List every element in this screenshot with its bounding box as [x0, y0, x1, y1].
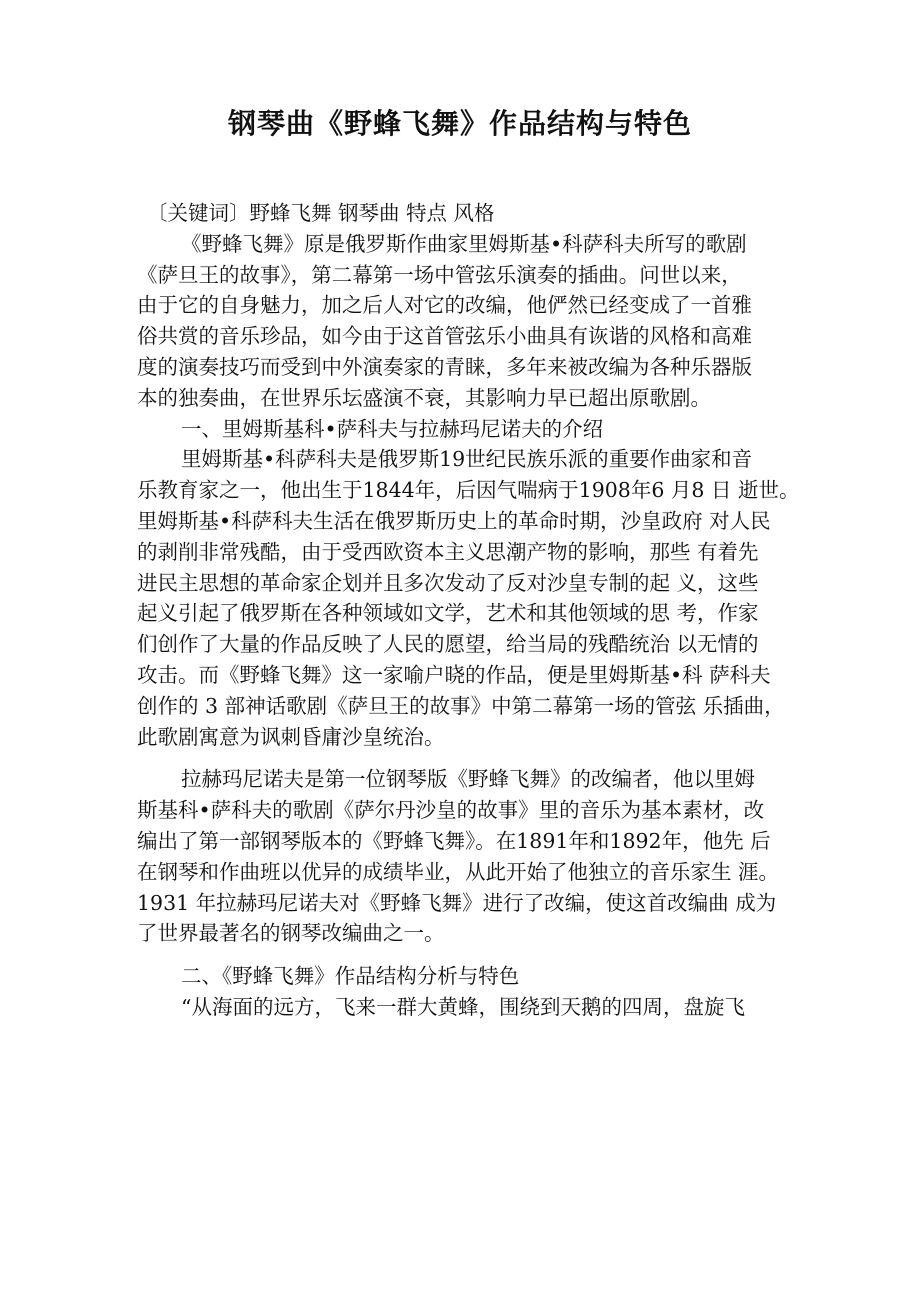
text-line: 由于它的自身魅力，加之后人对它的改编，他俨然已经变成了一首雅: [137, 293, 752, 318]
text-line: 在钢琴和作曲班以优异的成绩毕业，从此开始了他独立的音乐家生 涯。: [137, 859, 780, 884]
text-line: 度的演奏技巧而受到中外演奏家的青睐，多年来被改编为各种乐器版: [137, 354, 752, 379]
text-line: 起义引起了俄罗斯在各种领域如文学，艺术和其他领域的思 考，作家: [137, 601, 759, 626]
text-line: 斯基科•萨科夫的歌剧《萨尔丹沙皇的故事》里的音乐为基本素材，改: [137, 798, 765, 823]
text-line: 进民主思想的革命家企划并且多次发动了反对沙皇专制的起 义，这些: [137, 570, 759, 595]
text-line: 乐教育家之一，他出生于1844年，后因气喘病于1908年6 月8 日 逝世。: [137, 478, 800, 503]
text-line: 一、里姆斯基科•萨科夫与拉赫玛尼诺夫的介绍: [181, 416, 604, 441]
paragraph-heading-1: [137, 414, 797, 445]
document-title: 钢琴曲《野蜂飞舞》作品结构与特色: [227, 107, 692, 140]
paragraph-gap: [137, 752, 797, 764]
text-line: “从海面的远方，飞来一群大黄蜂，围绕到天鹅的四周，盘旋飞: [181, 994, 745, 1019]
text-line: 此歌剧寓意为讽刺昏庸沙皇统治。: [137, 724, 445, 749]
text-line: 了世界最著名的钢琴改编曲之一。: [137, 921, 445, 946]
paragraph-intro: [137, 229, 797, 414]
text-line: 拉赫玛尼诺夫是第一位钢琴版《野蜂飞舞》的改编者，他以里姆: [181, 767, 755, 792]
text-line: 〔关键词〕野蜂飞舞 钢琴曲 特点 风格: [147, 201, 495, 225]
text-line: 1931 年拉赫玛尼诺夫对《野蜂飞舞》进行了改编，使这首改编曲 成为: [137, 890, 777, 915]
text-line: 二、《野蜂飞舞》作品结构分析与特色: [181, 964, 520, 989]
text-line: 本的独奏曲，在世界乐坛盛演不衰，其影响力早已超出原歌剧。: [137, 385, 711, 410]
text-line: 俗共赏的音乐珍品，如今由于这首管弦乐小曲具有诙谐的风格和高难: [137, 324, 752, 349]
paragraph-gap: [137, 949, 797, 961]
text-line: 的剥削非常残酷，由于受西欧资本主义思潮产物的影响，那些 有着先: [137, 539, 759, 564]
text-line: 编出了第一部钢琴版本的《野蜂飞舞》。在1891年和1892年，他先 后: [137, 828, 771, 853]
text-line: 攻击。而《野蜂飞舞》这一家喻户晓的作品，便是里姆斯基•科 萨科夫: [137, 662, 771, 687]
text-line: 《野蜂飞舞》原是俄罗斯作曲家里姆斯基•科萨科夫所写的歌剧: [181, 231, 747, 256]
paragraph-rimsky: [137, 444, 800, 752]
text-line: 创作的 3 部神话歌剧《萨旦王的故事》中第二幕第一场的管弦 乐插曲，: [137, 693, 785, 718]
paragraph-keywords: [137, 198, 797, 229]
document-body: [137, 198, 800, 1023]
paragraph-rachmaninoff: [137, 764, 797, 949]
paragraph-quote: [137, 992, 797, 1023]
paragraph-heading-2: [137, 961, 797, 992]
text-line: 里姆斯基•科萨科夫是俄罗斯19世纪民族乐派的重要作曲家和音: [181, 447, 753, 472]
text-line: 们创作了大量的作品反映了人民的愿望，给当局的残酷统治 以无情的: [137, 632, 759, 657]
text-line: 《萨旦王的故事》，第二幕第一场中管弦乐演奏的插曲。问世以来，: [137, 262, 742, 287]
text-line: 里姆斯基•科萨科夫生活在俄罗斯历史上的革命时期，沙皇政府 对人民: [137, 508, 771, 533]
